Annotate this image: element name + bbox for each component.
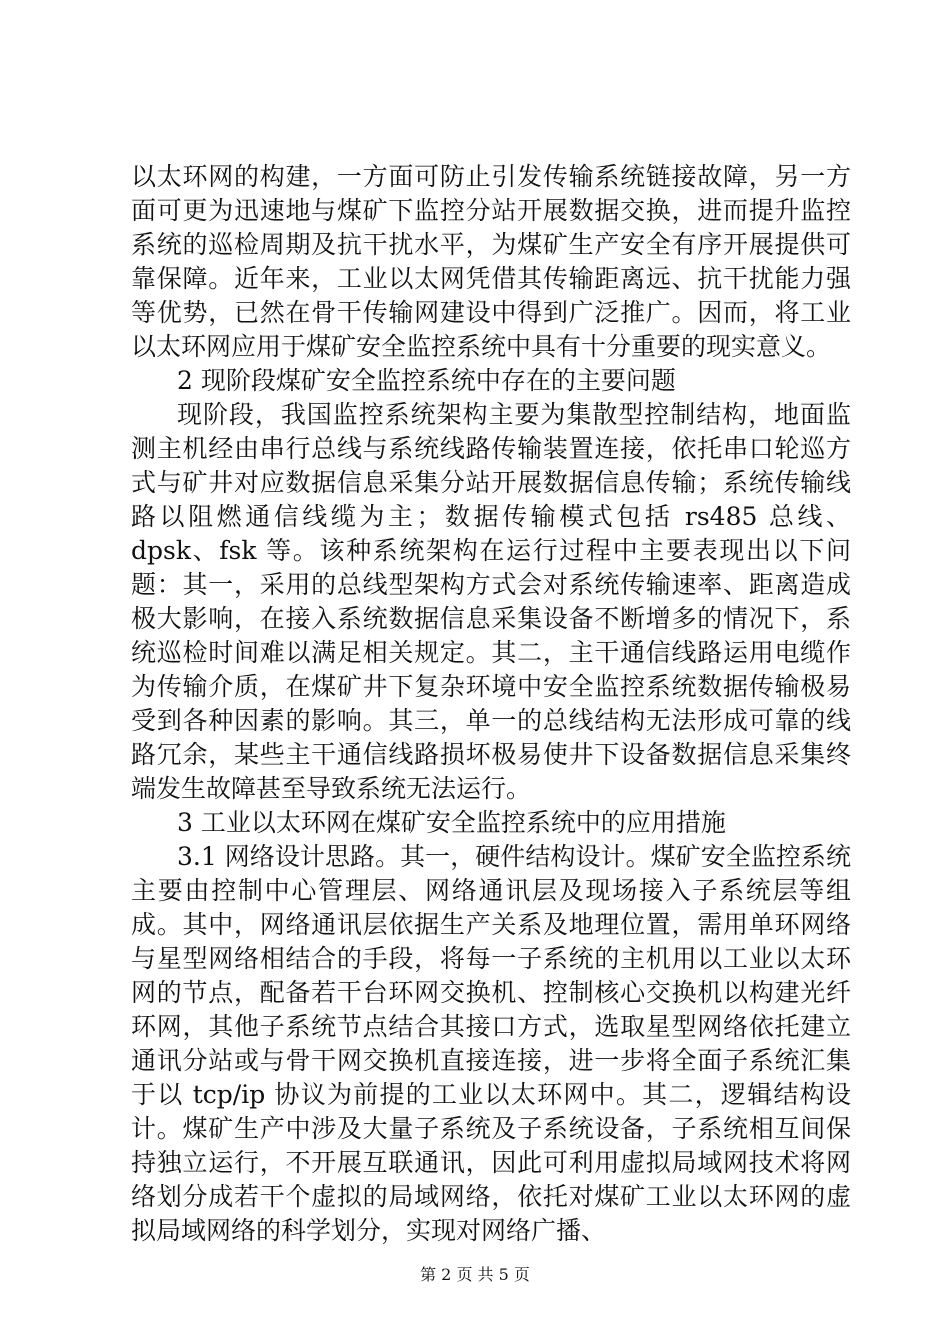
section-heading-2: 2 现阶段煤矿安全监控系统中存在的主要问题: [177, 366, 676, 395]
paragraph-network-design: 3.1 网络设计思路。其一，硬件结构设计。煤矿安全监控系统主要由控制中心管理层、网络通讯层及现场接入子系统层等组成。其中，网络通讯层依据生产关系及地理位置，需用单环网络与星型网络相结合的手段，将每一子系统的主机用以工业以太环网的节点，配备若干台环网交换机、控制核心交换机以构建光纤环网，其他子系统节点结合其接口方式，选取星型网络依托建立通讯分站或与骨干网交换机直接连接，进一步将全面子系统汇集于以 tcp/ip 协议为前提的工业以太环网中。其二，逻辑结构设计。煤矿生产中涉及大量子系统及子系统设备，子系统相互间保持独立运行，不开展互联通讯，因此可利用虚拟局域网技术将网络划分成若干个虚拟的局域网络，依托对煤矿工业以太环网的虚拟局域网络的科学划分，实现对网络广播、: [131, 842, 851, 1245]
section-heading-3: 3 工业以太环网在煤矿安全监控系统中的应用措施: [177, 808, 726, 837]
paragraph-intro-continuation: 以太环网的构建，一方面可防止引发传输系统链接故障，另一方面可更为迅速地与煤矿下监控分站开展数据交换，进而提升监控系统的巡检周期及抗干扰水平，为煤矿生产安全有序开展提供可靠保障。近年来，工业以太网凭借其传输距离远、抗干扰能力强等优势，已然在骨干传输网建设中得到广泛推广。因而，将工业以太环网应用于煤矿安全监控系统中具有十分重要的现实意义。: [131, 162, 851, 361]
page-footer: 第 2 页 共 5 页: [420, 1265, 530, 1284]
document-body: [131, 160, 851, 1248]
paragraph-current-problems: 现阶段，我国监控系统架构主要为集散型控制结构，地面监测主机经由串行总线与系统线路传输装置连接，依托串口轮巡方式与矿井对应数据信息采集分站开展数据信息传输；系统传输线路以阻燃通信线缆为主；数据传输模式包括 rs485 总线、dpsk、fsk 等。该种系统架构在运行过程中主要表现出以下问题：其一，采用的总线型架构方式会对系统传输速率、距离造成极大影响，在接入系统数据信息采集设备不断增多的情况下，系统巡检时间难以满足相关规定。其二，主干通信线路运用电缆作为传输介质，在煤矿井下复杂环境中安全监控系统数据传输极易受到各种因素的影响。其三，单一的总线结构无法形成可靠的线路冗余，某些主干通信线路损坏极易使井下设备数据信息采集终端发生故障甚至导致系统无法运行。: [131, 400, 851, 803]
